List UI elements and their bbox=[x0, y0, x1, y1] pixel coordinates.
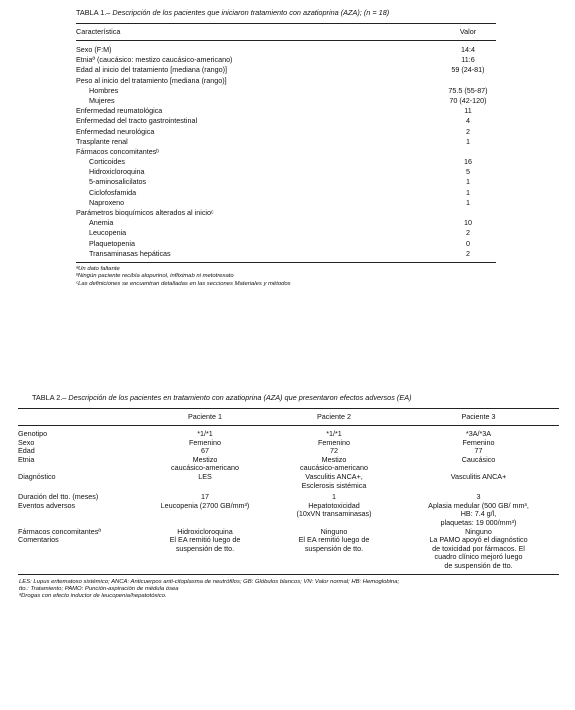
row-value: 2 bbox=[466, 248, 470, 258]
row-label: Anemia bbox=[89, 218, 114, 228]
table-1-row bbox=[76, 106, 496, 116]
row-label: Naproxeno bbox=[89, 197, 125, 207]
row-value bbox=[440, 208, 496, 218]
table-2-cell-patient-3: 77 bbox=[474, 446, 483, 456]
table-1-row bbox=[76, 157, 496, 167]
row-label: Edad al inicio del tratamiento [mediana (rango)] bbox=[76, 65, 228, 75]
table-2-cell-patient-2: Hepatotoxicidad (10xVN transaminasas) bbox=[296, 500, 372, 519]
header-patient-2: Paciente 2 bbox=[317, 412, 351, 421]
row-label: Peso al inicio del tratamiento [mediana (rango)] bbox=[76, 75, 227, 85]
row-label: Parámetros bioquímicos alterados al inicioᶜ bbox=[76, 208, 214, 217]
row-value: 14:4 bbox=[461, 45, 475, 54]
row-label: Hombres bbox=[89, 85, 119, 95]
table-2-header bbox=[18, 409, 559, 425]
row-value: 1 bbox=[466, 187, 470, 197]
table-2-cell-patient-3: Aplasia medular (500 GB/ mm³, HB: 7.4 g/l, plaquetas: 19 000/mm³) bbox=[428, 500, 529, 527]
table-1-row bbox=[76, 177, 496, 187]
table-2 bbox=[18, 393, 559, 600]
table-1-row bbox=[76, 55, 496, 65]
footnote: ᵇNingún paciente recibía alopurinol, infliximab ni metotrexato bbox=[76, 273, 234, 280]
table-2-cell-patient-2: Vasculitis ANCA+, Esclerosis sistémica bbox=[301, 471, 367, 490]
table-2-row-label: Genotipo bbox=[18, 429, 48, 438]
table-1-row bbox=[76, 45, 496, 55]
table-1-row bbox=[76, 239, 496, 249]
footnote: ªDrogas con efecto inductor de leucopenia/hepatotóxico. bbox=[19, 593, 167, 600]
footnote: ᶜLas definiciones se encuentran detalladas en las secciones Materiales y métodos bbox=[76, 280, 291, 287]
footnote: tto.: Tratamiento; PAMO: Punción-aspiración de médula ósea bbox=[19, 585, 179, 592]
row-value: 11 bbox=[464, 106, 472, 116]
row-value: 2 bbox=[466, 126, 470, 136]
row-value: 10 bbox=[464, 218, 472, 228]
table-2-cell-patient-1: Femenino bbox=[189, 437, 221, 447]
row-label: Leucopenia bbox=[89, 228, 127, 238]
table-2-row-label: Fármacos concomitantesª bbox=[18, 526, 101, 536]
table-2-cell-patient-2: 72 bbox=[330, 446, 338, 456]
table-2-cell-patient-1: El EA remitió luego de suspensión de tto. bbox=[169, 535, 241, 553]
table-1 bbox=[76, 8, 496, 288]
table-2-body bbox=[18, 426, 559, 574]
table-2-cell-patient-2: *1/*1 bbox=[326, 429, 342, 438]
table-2-footnotes bbox=[18, 579, 559, 601]
row-label: Mujeres bbox=[89, 95, 115, 105]
table-2-cell-patient-2: Mestizo caucásico-americano bbox=[300, 454, 368, 473]
row-value: 11:6 bbox=[461, 55, 475, 65]
row-label: Enfermedad del tracto gastrointestinal bbox=[76, 116, 198, 126]
row-value: 1 bbox=[466, 177, 470, 187]
row-label: Fármacos concomitantesᵇ bbox=[76, 146, 160, 156]
table-1-header bbox=[76, 24, 496, 40]
table-2-cell-patient-2: 1 bbox=[332, 492, 336, 502]
table-1-body bbox=[76, 41, 496, 262]
table-1-footnotes bbox=[76, 266, 496, 288]
header-blank bbox=[18, 409, 140, 425]
row-label: Enfermedad reumatológica bbox=[76, 106, 163, 116]
table-2-row-label: Eventos adversos bbox=[18, 500, 76, 510]
table-2-cell-patient-2: Femenino bbox=[318, 437, 350, 447]
table-1-header-value: Valor bbox=[459, 27, 477, 36]
table-2-cell-patient-3: Vasculitis ANCA+ bbox=[450, 471, 507, 481]
table-1-row bbox=[76, 218, 496, 228]
row-value: 1 bbox=[466, 136, 470, 146]
header-patient-1: Paciente 1 bbox=[188, 412, 222, 421]
row-label: Corticoides bbox=[89, 157, 125, 167]
footnote: ªUn dato faltante bbox=[76, 265, 120, 272]
row-label: Transaminasas hepáticas bbox=[89, 248, 171, 258]
table-2-cell-patient-3: Femenino bbox=[462, 437, 495, 447]
table-1-caption-label: TABLA 1.– bbox=[76, 8, 111, 17]
table-2-cell-patient-3: *3A/*3A bbox=[465, 429, 492, 438]
table-2-cell-patient-3: Caucásico bbox=[461, 454, 496, 464]
row-value: 1 bbox=[466, 197, 470, 207]
table-2-cell-patient-2: El EA remitió luego de suspensión de tto. bbox=[298, 535, 370, 553]
table-1-header-characteristic: Característica bbox=[76, 27, 121, 36]
row-value bbox=[440, 76, 496, 86]
table-1-row bbox=[76, 167, 496, 177]
table-2-caption bbox=[32, 393, 559, 402]
table-1-row bbox=[76, 65, 496, 75]
table-2-cell-patient-3: 3 bbox=[476, 492, 481, 502]
header-patient-3: Paciente 3 bbox=[461, 412, 496, 421]
row-label: Etniaª (caucásico: mestizo caucásico-americano) bbox=[76, 55, 233, 65]
table-2-row-label: Comentarios bbox=[18, 535, 59, 545]
table-1-row bbox=[76, 76, 496, 86]
table-2-caption-label: TABLA 2.– bbox=[32, 393, 67, 402]
table-2-cell-patient-1: 67 bbox=[201, 446, 209, 456]
table-2-row-label: Duración del tto. (meses) bbox=[18, 492, 99, 502]
table-1-row bbox=[76, 188, 496, 198]
table-2-cell-patient-1: 17 bbox=[201, 492, 209, 502]
row-value: 0 bbox=[466, 238, 470, 248]
row-value: 59 (24-81) bbox=[451, 65, 485, 75]
row-label: Sexo (F:M) bbox=[76, 45, 112, 54]
row-label: Hidroxicloroquina bbox=[89, 167, 145, 177]
table-1-row bbox=[76, 137, 496, 147]
row-label: 5-aminosalicilatos bbox=[89, 177, 147, 187]
table-1-row bbox=[76, 228, 496, 238]
table-1-caption bbox=[76, 8, 496, 17]
row-value: 2 bbox=[466, 228, 470, 238]
table-1-bottom-rule bbox=[76, 262, 496, 263]
table-1-row bbox=[76, 96, 496, 106]
table-2-cell-patient-1: Leucopenia (2700 GB/mm³) bbox=[160, 500, 250, 510]
table-1-row bbox=[76, 86, 496, 96]
row-value: 16 bbox=[464, 157, 472, 167]
table-2-cell-patient-3: Ninguno bbox=[465, 526, 492, 536]
table-2-cell-patient-3: La PAMO apoyó el diagnóstico de toxicidad por fármacos. El cuadro clínico mejoró luego de suspensión de tto. bbox=[429, 535, 528, 570]
row-value: 75.5 (55-87) bbox=[448, 85, 488, 95]
table-2-row-label: Edad bbox=[18, 446, 35, 456]
table-1-caption-text: Descripción de los pacientes que iniciaron tratamiento con azatioprina (AZA); (n = 18) bbox=[112, 8, 390, 17]
table-1-row bbox=[76, 198, 496, 208]
table-1-row bbox=[76, 208, 496, 218]
row-value bbox=[440, 147, 496, 157]
table-2-cell-patient-1: *1/*1 bbox=[197, 429, 213, 438]
table-2-cell-patient-1: LES bbox=[198, 471, 212, 481]
table-1-row bbox=[76, 116, 496, 126]
row-label: Plaquetopenia bbox=[89, 238, 135, 248]
table-2-bottom-rule bbox=[18, 574, 559, 575]
table-2-caption-text: Descripción de los pacientes en tratamiento con azatioprina (AZA) que presentaron efectos adversos (EA) bbox=[68, 393, 412, 402]
table-2-row-label: Etnia bbox=[18, 454, 35, 464]
row-label: Enfermedad neurológica bbox=[76, 126, 155, 136]
footnote: LES: Lupus eritematoso sistémico; ANCA: Anticuerpos anti-citoplasma de neutrófilos; GB: Glóbulos blancos; VN: Valor normal; HB: Hemoglobina; bbox=[19, 578, 400, 585]
table-1-row bbox=[76, 127, 496, 137]
row-label: Ciclofosfamida bbox=[89, 187, 137, 197]
row-value: 4 bbox=[466, 116, 470, 126]
table-2-cell-patient-1: Mestizo caucásico-americano bbox=[171, 454, 239, 473]
table-2-row-label: Diagnóstico bbox=[18, 471, 56, 481]
row-label: Trasplante renal bbox=[76, 136, 128, 146]
table-1-row bbox=[76, 249, 496, 259]
table-1-row bbox=[76, 147, 496, 157]
row-value: 5 bbox=[466, 167, 470, 177]
table-2-row-label: Sexo bbox=[18, 437, 35, 447]
table-2-cell-patient-1: Hidroxicloroquina bbox=[177, 526, 233, 536]
row-value: 70 (42-120) bbox=[449, 95, 487, 105]
table-2-cell-patient-2: Ninguno bbox=[320, 526, 348, 536]
